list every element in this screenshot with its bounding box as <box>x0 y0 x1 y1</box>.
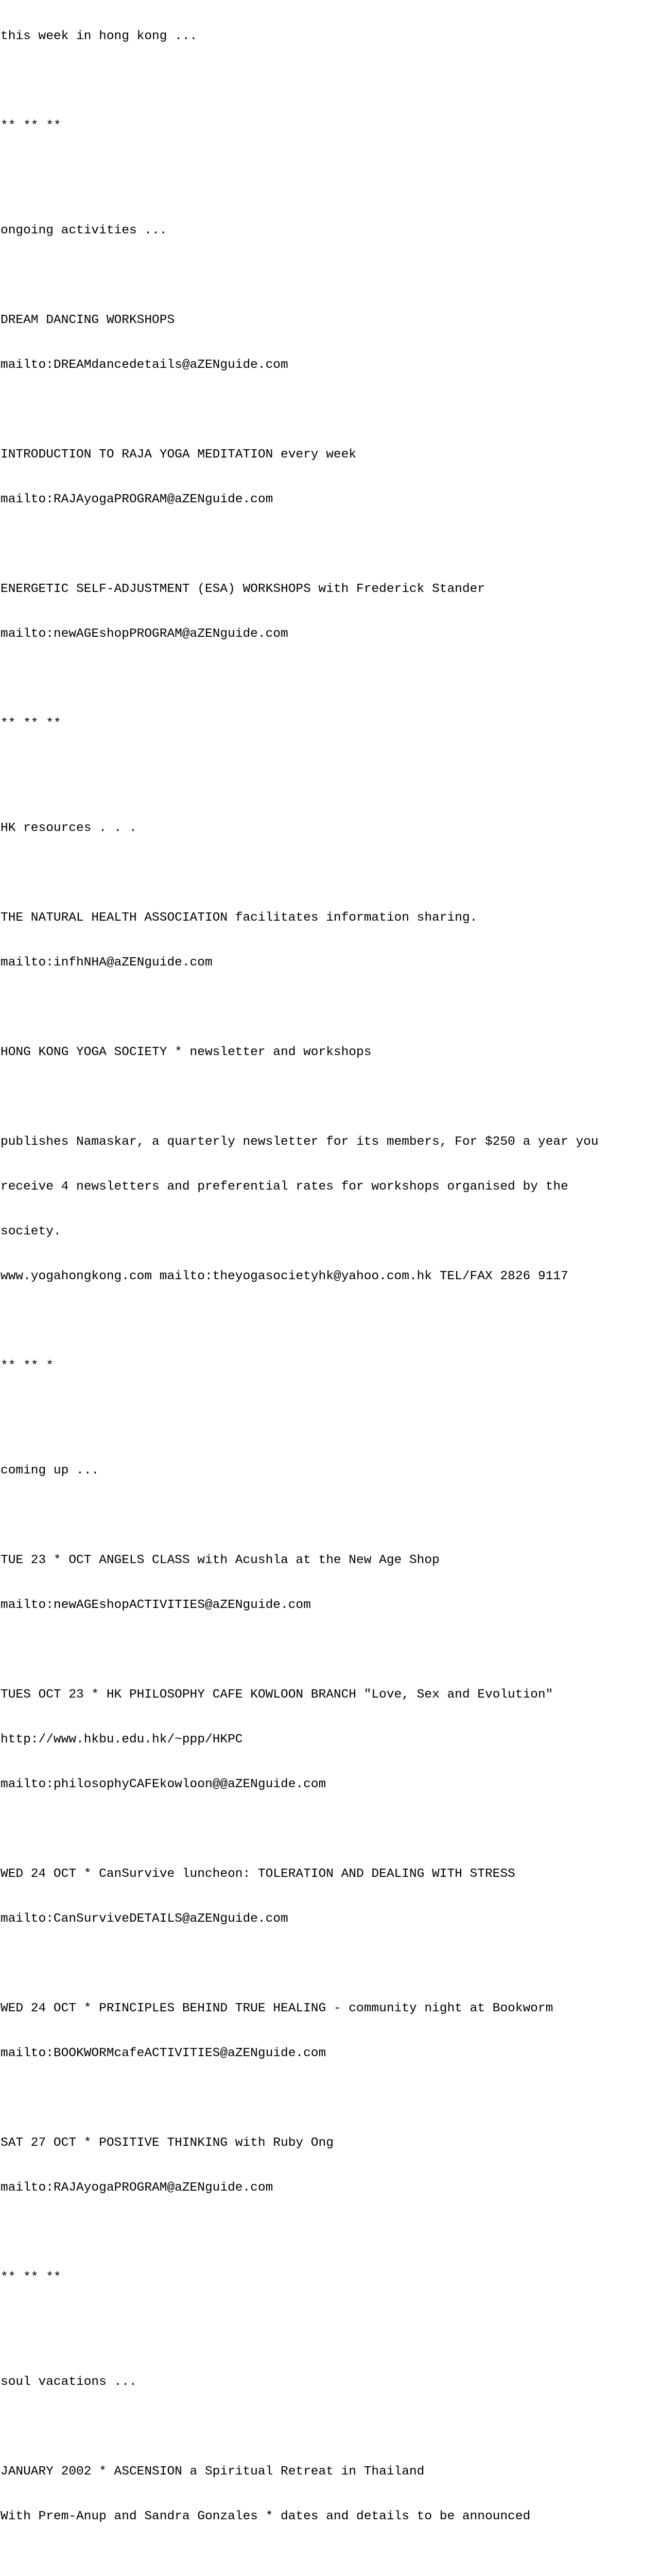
vacation-detail: With Prem-Anup and Sandra Gonzales * dates and details to be announced <box>1 2510 531 2523</box>
blank-line <box>1 1642 657 1657</box>
blank-line <box>1 1090 657 1105</box>
section-heading-coming-up: coming up ... <box>1 1464 99 1478</box>
email-link[interactable]: mailto:RAJAyogaPROGRAM@aZENguide.com <box>1 2181 273 2195</box>
blank-line <box>1 866 657 880</box>
email-link[interactable]: mailto:CanSurviveDETAILS@aZENguide.com <box>1 1912 288 1926</box>
vacation-title: JANUARY 2002 * ASCENSION a Spiritual Retreat in Thailand <box>1 2465 425 2479</box>
blank-line <box>1 671 657 686</box>
section-heading-soul-vacations: soul vacations ... <box>1 2375 137 2389</box>
blank-line <box>1 1508 657 1523</box>
email-link[interactable]: mailto:DREAMdancedetails@aZENguide.com <box>1 358 288 372</box>
blank-line <box>1 402 657 417</box>
resource-contact[interactable]: www.yogahongkong.com mailto:theyogasocietyhk@yahoo.com.hk TEL/FAX 2826 9117 <box>1 1269 568 1283</box>
resource-description: receive 4 newsletters and preferential rates for workshops organised by the <box>1 1180 568 1194</box>
event-title: TUES OCT 23 * HK PHILOSOPHY CAFE KOWLOON BRANCH "Love, Sex and Evolution" <box>1 1688 553 1702</box>
section-separator: ** ** * <box>1 1359 54 1373</box>
activity-title: INTRODUCTION TO RAJA YOGA MEDITATION every week <box>1 448 357 462</box>
blank-line <box>1 2091 657 2106</box>
web-link[interactable]: http://www.hkbu.edu.hk/~ppp/HKPC <box>1 1733 243 1747</box>
blank-line <box>1 1000 657 1015</box>
email-link[interactable]: mailto:newAGEshopACTIVITIES@aZENguide.com <box>1 1598 311 1612</box>
blank-line <box>1 1822 657 1837</box>
email-link[interactable]: mailto:RAJAyogaPROGRAM@aZENguide.com <box>1 493 273 506</box>
section-heading-resources: HK resources . . . <box>1 821 137 835</box>
resource-description: society. <box>1 1225 61 1239</box>
blank-line <box>1 74 657 89</box>
blank-line <box>1 2225 657 2240</box>
event-title: SAT 27 OCT * POSITIVE THINKING with Ruby Ong <box>1 2136 334 2150</box>
resource-description: publishes Namaskar, a quarterly newsletter for its members, For $250 a year you <box>1 1135 599 1149</box>
email-link[interactable]: mailto:newAGEshopPROGRAM@aZENguide.com <box>1 627 288 641</box>
resource-title: THE NATURAL HEALTH ASSOCIATION facilitates information sharing. <box>1 911 478 925</box>
blank-line <box>1 268 657 283</box>
blank-line <box>1 163 657 178</box>
blank-line <box>1 761 657 776</box>
blank-line <box>1 2419 657 2434</box>
section-heading-ongoing: ongoing activities ... <box>1 224 167 238</box>
email-link[interactable]: mailto:infhNHA@aZENguide.com <box>1 956 213 970</box>
section-separator: ** ** ** <box>1 717 61 731</box>
blank-line <box>1 2554 657 2569</box>
section-separator: ** ** ** <box>1 119 61 133</box>
activity-title: ENERGETIC SELF-ADJUSTMENT (ESA) WORKSHOPS with Frederick Stander <box>1 582 485 596</box>
blank-line <box>1 537 657 552</box>
page-heading: this week in hong kong ... <box>1 29 198 43</box>
section-separator: ** ** ** <box>1 2270 61 2284</box>
blank-line <box>1 2315 657 2330</box>
blank-line <box>1 1956 657 1971</box>
event-title: WED 24 OCT * PRINCIPLES BEHIND TRUE HEALING - community night at Bookworm <box>1 2002 553 2015</box>
activity-title: DREAM DANCING WORKSHOPS <box>1 313 175 327</box>
resource-title: HONG KONG YOGA SOCIETY * newsletter and workshops <box>1 1045 372 1059</box>
blank-line <box>1 1403 657 1418</box>
email-link[interactable]: mailto:BOOKWORMcafeACTIVITIES@aZENguide.com <box>1 2046 326 2060</box>
event-title: WED 24 OCT * CanSurvive luncheon: TOLERATION AND DEALING WITH STRESS <box>1 1867 515 1881</box>
document-body <box>1 0 657 2576</box>
event-title: TUE 23 * OCT ANGELS CLASS with Acushla at the New Age Shop <box>1 1553 440 1567</box>
blank-line <box>1 1314 657 1329</box>
email-link[interactable]: mailto:philosophyCAFEkowloon@@aZENguide.com <box>1 1777 326 1791</box>
